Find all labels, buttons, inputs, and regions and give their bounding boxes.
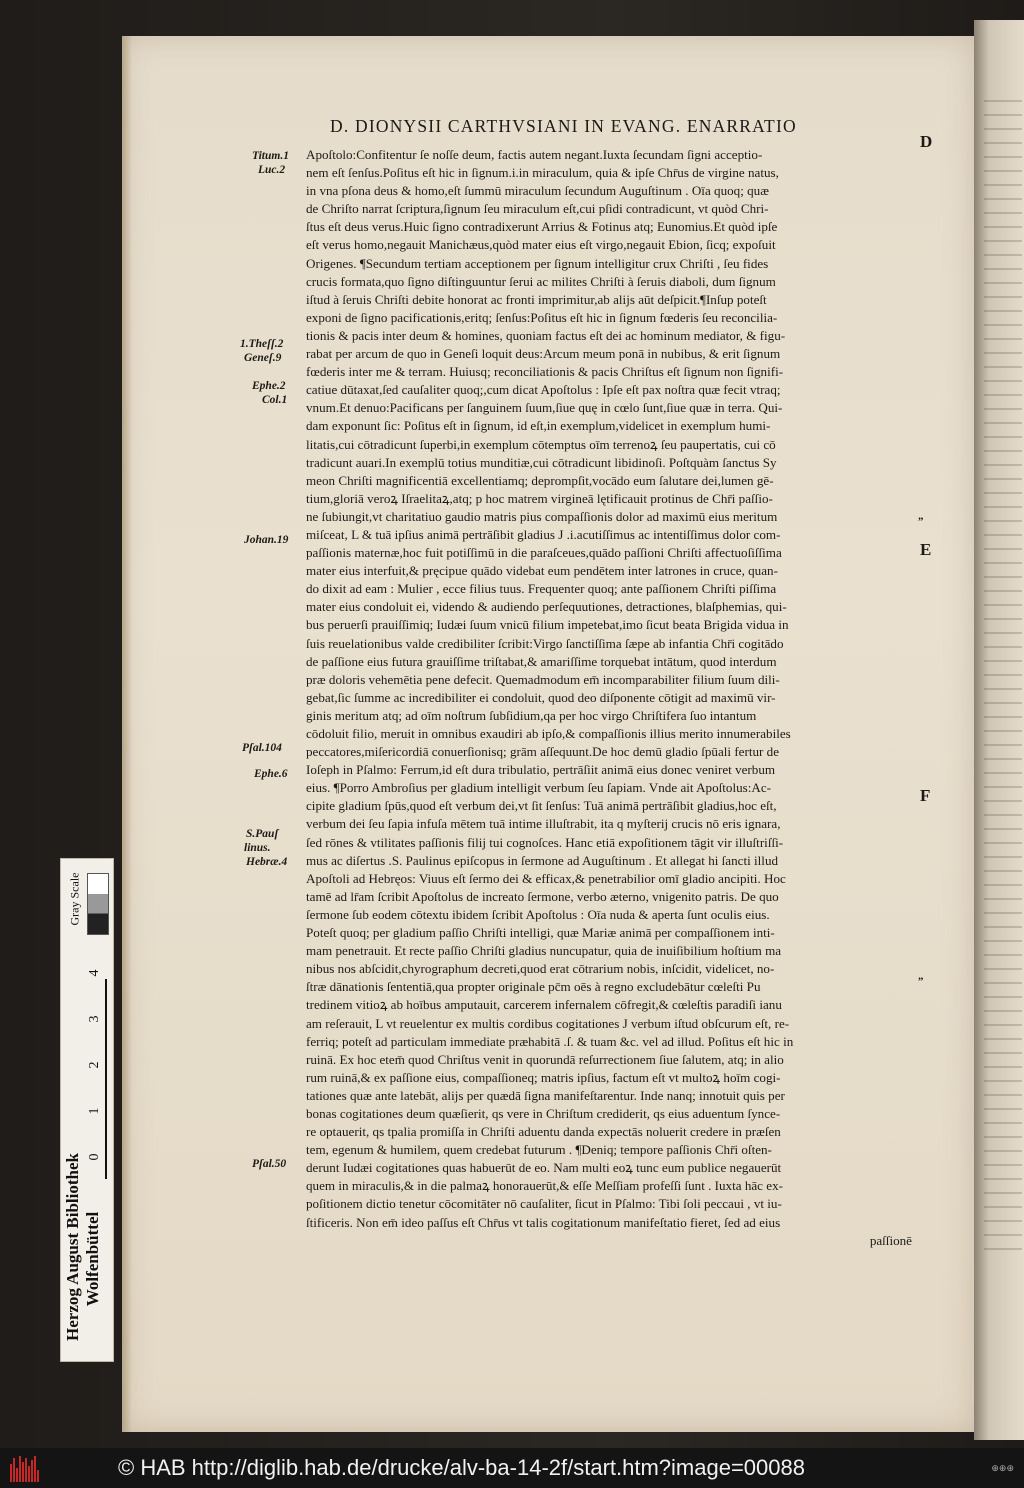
text-line: ſed rōnes & vtilitates paſſionis filij tui cognoſces. Hanc etiā expoſitionem tāgit vir illuſtriſſi- (306, 834, 784, 850)
text-line: ſtræ dānationis ſententiā,qua propter originale pc̄m oēs à regno excludebātur cœleſti Pu (306, 979, 761, 995)
text-line: re optauerit, qs tpalia promiſſa in Chriſti aduentu danda expectās noluerit credere in præſen (306, 1124, 781, 1140)
text-line: tionis & pacis inter deum & homines, quoniam factus eſt dei ac hominum mediator, & figu- (306, 327, 786, 343)
text-line: ruinā. Ex hoc etem̄ quod Chriſtus venit in quorundā reſurrectionem ſiue ſalutem, atq; in alio (306, 1051, 784, 1067)
text-line: eius. ¶Porro Ambroſius per gladium intelligit verbum ſeu ſapiam. Vnde ait Apoſtolus:Ac- (306, 780, 771, 796)
text-line: mus ac diſertus .S. Paulinus epiſcopus in ſermone ad Auguſtinum . Et allegat hi ſancti illud (306, 852, 779, 868)
text-line: do dixit ad eam : Mulier , ecce filius tuus. Frequenter quoq; ante paſſionem Chriſti piſſima (306, 581, 777, 597)
text-line: cōdoluit filio, meruit in omnibus exaudiri ab ipſo,& compaſſionis illius merito innumerabiles (306, 726, 791, 741)
margin-note: linus. (244, 842, 271, 854)
text-line: Ioſeph in Pſalmo: Ferrum,id eſt dura tribulatio, pertrāſiit animā eius donec veniret verbum (306, 762, 776, 778)
margin-note: Pſal.104 (242, 742, 282, 754)
hab-logo-icon (10, 1456, 44, 1482)
footer-url[interactable]: © HAB http://diglib.hab.de/drucke/alv-ba-14-2f/start.htm?image=00088 (118, 1455, 805, 1480)
signature-e: E (920, 540, 932, 559)
text-line: gebat,ſic ſumme ac incredibiliter ei condoluit, quod deo diſponente cōtigit ad maximū vir- (306, 689, 776, 705)
margin-note: Col.1 (262, 394, 288, 406)
text-line: paſſionē (869, 1232, 912, 1248)
gray-scale-swatch (87, 873, 109, 935)
margin-note: Ephe.6 (254, 768, 288, 780)
text-line: de paſſione eius futura grauiſſime triſtabat,& amariſſime torquebat intātum, quod interdum (306, 653, 777, 669)
margin-note: Luc.2 (258, 164, 286, 176)
text-line: catiue dūtaxat,ſed cauſaliter quoq;,cum dicat Apoſtolus : Ipſe eſt pax noſtra quæ fecit vtraq; (306, 382, 781, 398)
text-line: tium,gloriā veroꝝ Iſraelitaꝝ,atq; p hoc matrem virgineā lętificauit protinus de Chr̄i paſſio- (306, 490, 773, 506)
text-line: mater eius interfuit,& pręcipue quādo videbat eum pendētem inter latrones in cruce, quan- (306, 563, 778, 579)
signature-d: D (920, 132, 933, 151)
text-line: ſtificeris. Non em̄ ideo paſſus eſt Chr̄us vt talis cogitationum manifeſtatio fieret, ſed ad eius (306, 1214, 781, 1230)
text-line: poſitionem dictio tenetur cōcomitāter nō cauſaliter, ſicut in Pſalmo: Tibi ſoli peccaui , vt iu- (306, 1196, 782, 1212)
text-line: cipite gladium ſpūs,quod eſt verbum dei,vt ſit ſenſus: Tuā animā pertrāſibit gladius,hoc eſt, (306, 798, 777, 814)
margin-note: Pſal.50 (252, 1158, 287, 1170)
text-line: Apoſtolo:Confitentur ſe noſſe deum, factis autem negant.Iuxta ſecundam ſigni acceptio- (306, 147, 763, 162)
gray-scale-label: Gray Scale (67, 872, 82, 926)
scale-number: 4 (87, 969, 102, 977)
text-line: in vna pſona deus & homo,eſt ſummū miraculum ſecundum Auguſtinum . Oīa quoq; quæ (306, 183, 769, 199)
margin-note: Hebræ.4 (246, 856, 288, 868)
footer-small-mark: ⊕⊕⊕ (991, 1463, 1014, 1473)
text-line: tredinem vitioꝝ ab hoībus amputauit, carcerem infernalem cōfregit,& cœleſtis paradiſi ianu (306, 997, 782, 1013)
text-line: ſuis reuelationibus valde credibiliter ſcribit:Virgo ſanctiſſima ſæpe ab infantia Chr̄i cogitādo (306, 635, 784, 651)
text-line: ginis meritum atq; ad oīm noſtrum ſubſidium,qa per hoc virgo Chriſtifera ſuo intantum (306, 707, 757, 723)
quote-mark-1: „ (918, 510, 924, 522)
text-line: mater eius condoluit ei, videndo & audiendo perſequutiones, detractiones, blaſphemias, qui- (306, 599, 787, 615)
text-line: bonas cogitationes deum quæſierit, qs vere in Chriſtum crediderit, qs eius aduentum ſynce- (306, 1105, 781, 1121)
text-line: crucis formata,quo ſigno diſtinguuntur ſerui ac milites Chriſti à ſeruis diaboli, dum ſignum (306, 273, 776, 289)
text-line: dam exponunt ſic: Poſitus eſt in ſignum, id eſt,in exemplum,videlicet in exemplum humi- (306, 418, 771, 434)
text-line: quem in miraculis,& in die palmaꝝ honorauerūt,& eſſe Meſſiam profeſſi ſunt . Iuxta hāc ex- (306, 1178, 783, 1194)
margin-note: 1.Theſſ.2 (240, 338, 284, 350)
text-line: de Chriſto narrat ſcriptura,ſignum ſeu miraculum eſt,cui pſidi contradicunt, vt quòd Chri- (306, 201, 769, 217)
text-line: bus peruerſi prauiſſimiq; Iudæi ſuum vnicū filium impetebat,imo ſicut beata Brigida vidua in (306, 617, 789, 633)
text-line: eſt verus homo,negauit Manichæus,quòd mater eius eſt virgo,negauit Ebion, ſicq; expoſuit (306, 237, 776, 253)
text-line: litatis,cui cōtradicunt ſuperbi,in exemplum cōtemptus oīm terrenoꝝ ſeu paupertatis, cui cō (306, 436, 776, 452)
text-line: nibus nos abſcidit,chyrographum decreti,quod erat cōtrarium nobis, inſcidit, videlicet, no- (306, 961, 775, 977)
body-text (306, 146, 912, 1250)
text-line: ſermone ſub eodem cōtextu ibidem ſcribit Apoſtolus : Oīa nuda & aperta ſunt oculis eius. (306, 906, 770, 922)
text-line: iſtud à ſeruis Chriſti debite honorat ac fronti imprimitur,ab alijs aūt deſpicit.¶Inſup poteſt (306, 291, 767, 307)
text-line: mam penetrauit. Et recte paſſio Chriſti gladius nuncupatur, quia de inuiſibilium hoſtium ma (306, 943, 782, 959)
scale-number: 0 (87, 1153, 102, 1161)
text-line: am reſerauit, L vt reuelentur ex multis cordibus cogitationes J verbum iſtud obſcurum eſt, re- (306, 1015, 790, 1031)
margin-note: Johan.19 (244, 534, 289, 546)
text-line: ne ſubiungit,vt charitatiuo gaudio matris pius compaſſionis dolor ad maximū eius meritum (306, 508, 778, 524)
margin-note: S.Pauſ (246, 828, 279, 840)
scale-number: 3 (87, 1015, 102, 1023)
text-line: vnum.Et denuo:Pacificans per ſanguinem ſuum,ſiue quę in cœlo ſunt,ſiue quæ in terra. Qui- (306, 400, 783, 416)
text-line: derunt Iudæi cogitationes quas habuerūt de eo. Nam multi eoꝝ tunc eum publice negauerūt (306, 1160, 782, 1176)
margin-note: Titum.1 (252, 150, 289, 162)
text-line: tamē ad lr̄am ſcribit Apoſtolus de increato ſermone, verbo æterno, vnigenito patris. De quo (306, 888, 779, 904)
text-line: fœderis inter me & terram. Huiusq; reconciliationis & pacis Chriſtus eſt ſignum non ſignifi- (306, 364, 784, 380)
text-line: paſſionis maternæ,hoc fuit potiſſimū in die paraſceues,quādo paſſioni Chriſti affectuoſiſſima (306, 545, 782, 561)
text-line: ferriq; poteſt ad particulam immediate præhabitā .ſ. & tuam &c. vel ad illud. Poſitus eſt hic in (306, 1033, 794, 1049)
text-line: meon Chriſti magnificentiā excellentiamq; deprompſit,vocādo eum ſalutare dei,lumen gē- (306, 472, 774, 488)
quote-mark-2: „ (918, 970, 924, 982)
scale-number: 1 (87, 1107, 102, 1115)
page-edge (122, 36, 132, 1432)
margin-note: Ephe.2 (252, 380, 286, 392)
text-line: verbum dei ſeu ſapia infuſa mētem tuā intime illuſtrabit, ita q myſterij crucis nō eris ignara, (306, 816, 781, 832)
ruler-line (105, 979, 107, 1179)
running-head: D. DIONYSII CARTHVSIANI IN EVANG. ENARRATIO (330, 116, 797, 136)
text-line: miſceat, L & tuā ipſius animā pertrāſibit gladius J .i.acutiſſimus ac intentiſſimus dolor com- (306, 526, 781, 542)
scale-bar (60, 858, 114, 1362)
text-line: nem eſt ſenſus.Poſitus eſt hic in ſignum.i.in miraculum, quia & ipſe Chr̄us de virgine natus, (306, 165, 779, 181)
text-line: tationes quæ ante latebāt, alijs per quædā ſigna manifeſtarentur. Inde nanq; innotuit quis per (306, 1087, 785, 1103)
scale-number: 2 (87, 1061, 102, 1069)
text-line: exponi de ſigno pacificationis,eritq; ſenſus:Poſitus eſt hic in ſignum fœderis ſeu reconcilia- (306, 309, 778, 325)
text-line: Origenes. ¶Secundum tertiam acceptionem per ſignum intelligitur crux Chriſti , ſeu fides (306, 255, 769, 271)
facing-page-text (984, 100, 1022, 1260)
text-line: peccatores,miſericordiā conuerſionisq; grām aſſequunt.De hoc demū gladio ſpūali fertur de (306, 744, 780, 760)
text-line: tradicunt auari.In exemplū totius munditiæ,cui cōtradicunt libidinoſi. Poſtquàm ſanctus Sy (306, 454, 777, 470)
text-line: præ doloris vehemētia pene defecit. Quemadmodum em̄ incomparabiliter filium ſuum dili- (306, 671, 780, 687)
text-line: tem, egenum & humilem, quem credebat futurum . ¶Deniq; tempore paſſionis Chr̄i oſten- (306, 1142, 772, 1158)
institution-city: Wolfenbüttel (83, 1211, 102, 1307)
text-line: Apoſtoli ad Hebręos: Viuus eſt ſermo dei & efficax,& penetrabilior omī gladio ancipiti. Hoc (306, 870, 786, 886)
signature-f: F (920, 786, 931, 805)
text-line: rum ruinā,& ex paſſione eius, compaſſioneq; matris ipſius, factum eſt vt multoꝝ hoīm cogi- (306, 1069, 781, 1085)
institution-name: Herzog August Bibliothek (63, 1153, 82, 1341)
text-line: rabat per arcum de quo in Geneſi loquit deus:Arcum meum ponā in nubibus, & erit ſignum (306, 346, 781, 362)
text-line: Poteſt quoq; per gladium paſſio Chriſti intelligi, quæ Mariæ animā per compaſſionem inti- (306, 925, 775, 941)
text-line: ſtus eſt deus verus.Huic ſigno contradixerunt Arrius & Fotinus atq; Eunomius.Et quòd ipſe (306, 219, 778, 235)
margin-note: Geneſ.9 (244, 352, 282, 364)
